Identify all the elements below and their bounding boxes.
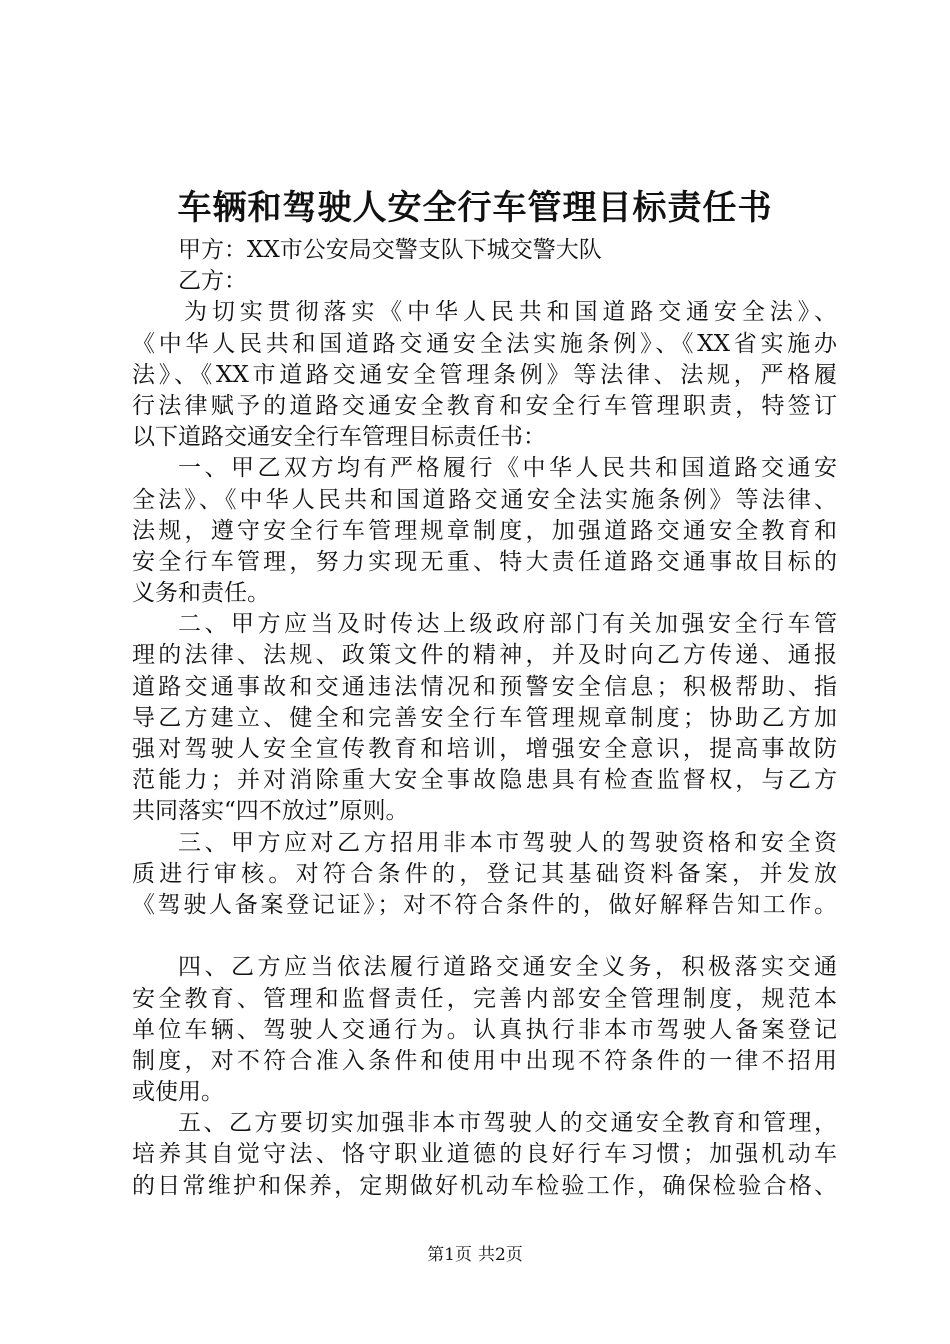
document-body bbox=[132, 235, 837, 1202]
party-b-line: 乙方： bbox=[178, 268, 247, 295]
paragraph-clause-4 bbox=[132, 952, 837, 1108]
page-number-current: 第1页 bbox=[427, 1245, 472, 1265]
document-title: 车辆和驾驶人安全行车管理目标责任书 bbox=[177, 188, 773, 228]
paragraph-line: 或使用。 bbox=[132, 1079, 224, 1106]
paragraph-line: 以下道路交通安全行车管理目标责任书： bbox=[132, 424, 546, 451]
party-a-line: 甲方：XX市公安局交警支队下城交警大队 bbox=[178, 237, 602, 263]
paragraph-line: 法规，遵守安全行车管理规章制度，加强道路交通安全教育和 bbox=[132, 517, 837, 544]
paragraph-line: 安全行车管理，努力实现无重、特大责任道路交通事故目标的 bbox=[132, 548, 837, 575]
paragraph-line: 培养其自觉守法、恪守职业道德的良好行车习惯；加强机动车 bbox=[132, 1141, 837, 1168]
paragraph-line: 的日常维护和保养，定期做好机动车检验工作，确保检验合格、 bbox=[132, 1172, 837, 1199]
paragraph-line: 导乙方建立、健全和完善安全行车管理规章制度；协助乙方加 bbox=[132, 704, 837, 731]
paragraph-preamble bbox=[132, 297, 837, 453]
paragraph-gap bbox=[132, 921, 837, 952]
paragraph-line: 质进行审核。对符合条件的，登记其基础资料备案，并发放 bbox=[132, 860, 837, 887]
page-number-total: 共2页 bbox=[478, 1245, 523, 1265]
paragraph-line: 三、甲方应对乙方招用非本市驾驶人的驾驶资格和安全资 bbox=[178, 829, 837, 856]
paragraph-clause-3 bbox=[132, 828, 837, 922]
paragraph-line: 强对驾驶人安全宣传教育和培训，增强安全意识，提高事故防 bbox=[132, 736, 837, 762]
paragraph-line: 单位车辆、驾驶人交通行为。认真执行非本市驾驶人备案登记 bbox=[132, 1016, 837, 1043]
paragraph-line: 范能力；并对消除重大安全事故隐患具有检查监督权，与乙方 bbox=[132, 767, 837, 794]
paragraph-line: 法》、《XX市道路交通安全管理条例》等法律、法规，严格履 bbox=[132, 361, 837, 388]
paragraph-line: 五、乙方要切实加强非本市驾驶人的交通安全教育和管理， bbox=[178, 1110, 837, 1137]
paragraph-line: 行法律赋予的道路交通安全教育和安全行车管理职责，特签订 bbox=[132, 392, 837, 419]
paragraph-line: 理的法律、法规、政策文件的精神，并及时向乙方传递、通报 bbox=[132, 642, 837, 669]
paragraph-clause-2 bbox=[132, 609, 837, 827]
paragraph-clause-1 bbox=[132, 453, 837, 609]
paragraph-line: 共同落实“四不放过”原则。 bbox=[132, 798, 409, 825]
paragraph-line: 义务和责任。 bbox=[132, 580, 270, 607]
paragraph-line: 《驾驶人备案登记证》；对不符合条件的，做好解释告知工作。 bbox=[132, 891, 837, 918]
paragraph-clause-5 bbox=[132, 1108, 837, 1202]
paragraph-line: 《中华人民共和国道路交通安全法实施条例》、《XX省实施办 bbox=[132, 330, 837, 357]
page-footer bbox=[0, 1243, 950, 1267]
paragraph-line: 一、甲乙双方均有严格履行《中华人民共和国道路交通安 bbox=[178, 455, 837, 482]
paragraph-line: 四、乙方应当依法履行道路交通安全义务，积极落实交通 bbox=[178, 954, 837, 981]
paragraph-line: 安全教育、管理和监督责任，完善内部安全管理制度，规范本 bbox=[132, 985, 837, 1012]
paragraph-line: 道路交通事故和交通违法情况和预警安全信息；积极帮助、指 bbox=[132, 673, 837, 700]
paragraph-line: 为切实贯彻落实《中华人民共和国道路交通安全法》、 bbox=[184, 299, 837, 326]
paragraph-line: 二、甲方应当及时传达上级政府部门有关加强安全行车管 bbox=[178, 611, 837, 638]
paragraph-line: 全法》、《中华人民共和国道路交通安全法实施条例》等法律、 bbox=[132, 486, 837, 513]
paragraph-line: 制度，对不符合准入条件和使用中出现不符条件的一律不招用 bbox=[132, 1047, 837, 1074]
